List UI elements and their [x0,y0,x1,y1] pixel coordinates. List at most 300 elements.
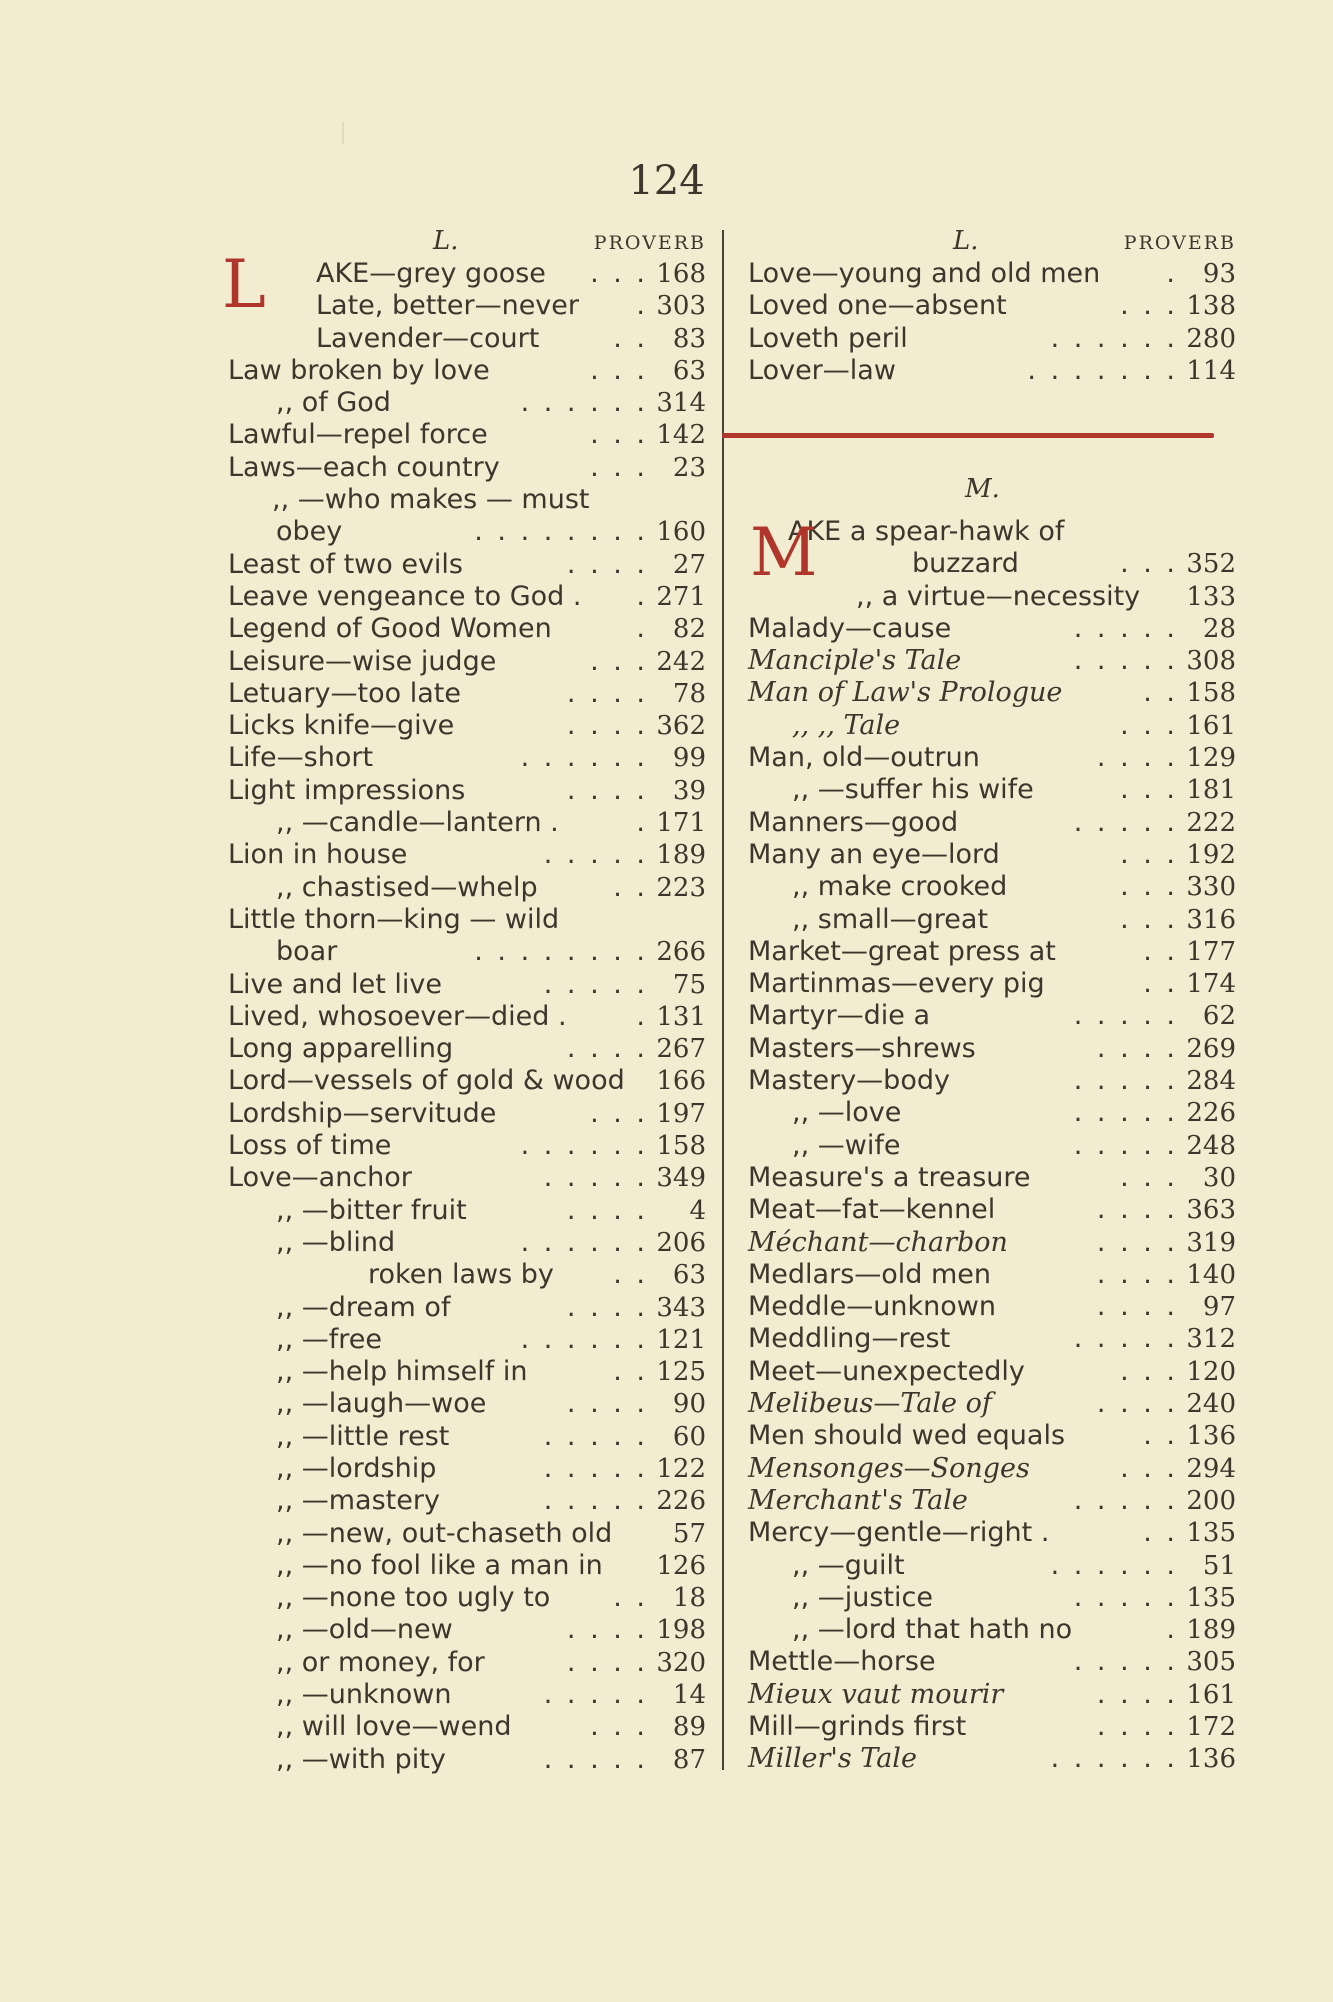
entry-text: Mensonges—Songes [748,1452,1030,1484]
entry-text: Loveth peril [748,322,908,354]
leader-dots: . . . . [566,548,648,580]
leader-dots: . . . . . . . . [474,516,648,548]
leader-dots: . . . . [1096,1032,1178,1064]
entry-text: Merchant's Tale [748,1484,968,1516]
entry-text: Law broken by love [228,354,490,386]
leader-dots: . . [1143,968,1178,1000]
right-entry-list-m [748,516,1236,1776]
index-entry [228,936,706,968]
index-entry [228,1582,706,1614]
entry-text: Legend of Good Women [228,613,552,645]
leader-dots: . . . . [566,1194,648,1226]
leader-dots: . . . [1120,290,1178,322]
leader-dots: . . . . [1096,1258,1178,1290]
leader-dots: . [636,613,648,645]
entry-text: obey [276,516,343,548]
index-entry [748,1194,1236,1226]
entry-text: Malady—cause [748,612,952,644]
page-ref: 133 [1186,581,1236,612]
page-ref: 198 [656,1615,706,1646]
page-ref: 200 [1186,1485,1236,1516]
entry-text: Masters—shrews [748,1032,976,1064]
left-proverb-heading: PROVERB [593,232,706,254]
index-entry [748,1227,1236,1259]
leader-dots: . [1166,1614,1178,1646]
index-entry [228,839,706,871]
leader-dots: . . . . [1096,1678,1178,1710]
entry-text: ,, —little rest [276,1420,450,1452]
index-entry [228,1065,706,1097]
entry-text: Meat—fat—kennel [748,1194,996,1226]
index-entry [228,904,706,936]
page-ref: 171 [656,808,706,839]
entry-text: Many an eye—lord [748,838,1000,870]
page-ref: 140 [1186,1259,1236,1290]
index-entry [748,258,1236,290]
leader-dots: . . [613,1259,648,1291]
entry-text: Lived, whosoever—died . [228,1000,567,1032]
entry-text: Late, better—never [316,290,579,322]
index-entry [748,677,1236,709]
index-entry [748,904,1236,936]
right-proverb-heading: PROVERB [1123,232,1236,254]
page-ref: 57 [672,1518,706,1549]
index-entry [748,839,1236,871]
page-ref: 99 [672,743,706,774]
entry-text: Laws—each country [228,451,500,483]
page-ref: 83 [672,323,706,354]
index-entry [228,1518,706,1550]
index-entry [748,355,1236,387]
index-entry [228,1711,706,1743]
leader-dots: . . . . . [1073,1065,1178,1097]
page-ref: 87 [672,1744,706,1775]
leader-dots: . . . . . . [520,1323,648,1355]
leader-dots: . . . . . [1073,612,1178,644]
leader-dots: . . . . [566,774,648,806]
entry-text: Live and let live [228,968,442,1000]
entry-text: ,, —no fool like a man in [276,1549,603,1581]
entry-text: Little thorn—king — wild [228,903,560,935]
index-entry [228,1162,706,1194]
entry-text: Mercy—gentle—right . [748,1517,1050,1549]
page-ref: 135 [1186,1518,1236,1549]
page-ref: 62 [1202,1001,1236,1032]
index-entry [228,1421,706,1453]
entry-text: ,, —guilt [792,1549,905,1581]
leader-dots: . . . . [566,710,648,742]
index-entry [748,1517,1236,1549]
leader-dots: . . [1143,677,1178,709]
index-entry [228,775,706,807]
index-entry [228,1227,706,1259]
right-section-letter: L. [953,226,979,256]
leader-dots: . . . [1120,903,1178,935]
index-entry [748,1162,1236,1194]
index-entry [228,387,706,419]
entry-text: ,, —wife [792,1129,901,1161]
index-entry [748,1033,1236,1065]
index-entry [228,1292,706,1324]
page-ref: 172 [1186,1711,1236,1742]
leader-dots: . . . . . [543,1452,648,1484]
index-entry [748,1388,1236,1420]
entry-text: ,, —justice [792,1581,933,1613]
page-ref: 166 [656,1066,706,1097]
leader-dots: . . . . [566,1388,648,1420]
leader-dots: . . . . [1096,1710,1178,1742]
index-entry [228,484,706,516]
leader-dots: . . . [590,258,648,289]
page-ref: 226 [1186,1098,1236,1129]
index-entry [228,452,706,484]
page-ref: 349 [656,1163,706,1194]
page-ref: 280 [1186,323,1236,354]
page-ref: 114 [1186,355,1236,386]
page-ref: 75 [672,969,706,1000]
index-entry [748,1420,1236,1452]
index-entry [228,1388,706,1420]
page-ref: 161 [1186,1679,1236,1710]
index-entry [228,1195,706,1227]
index-entry [748,710,1236,742]
leader-dots: . . [613,1356,648,1388]
page-ref: 206 [656,1227,706,1258]
index-entry [228,323,706,355]
index-entry [748,1550,1236,1582]
index-entry [748,1259,1236,1291]
leader-dots: . . . . . . [1050,1743,1178,1775]
index-entry [228,710,706,742]
entry-text: ,, —new, out-chaseth old [276,1517,613,1549]
entry-text: Man of Law's Prologue [748,677,1063,709]
page-ref: 136 [1186,1421,1236,1452]
entry-text: Meet—unexpectedly [748,1355,1025,1387]
leader-dots: . . [613,322,648,354]
entry-text: Melibeus—Tale of [748,1388,992,1420]
page-ref: 89 [672,1712,706,1743]
page-ref: 63 [672,1260,706,1291]
page-ref: 305 [1186,1647,1236,1678]
index-entry [748,807,1236,839]
leader-dots: . . [613,871,648,903]
index-entry [228,1744,706,1776]
entry-text: Lawful—repel force [228,419,488,451]
leader-dots: . . . . . . [520,387,648,419]
leader-dots: . . . . [1096,1388,1178,1420]
entry-text: Licks knife—give [228,710,455,742]
entry-text: ,, —who makes — must [272,484,590,516]
page-ref: 63 [672,355,706,386]
index-entry [748,1485,1236,1517]
leader-dots: . . . . . [543,1485,648,1517]
page-ref: 303 [656,291,706,322]
index-entry [748,1646,1236,1678]
right-column [748,226,1236,387]
leader-dots: . . . . . . . [1027,354,1178,386]
page-ref: 352 [1186,549,1236,580]
entry-text: Light impressions [228,774,466,806]
entry-text: AKE—grey goose [316,258,546,289]
entry-text: Miller's Tale [748,1743,917,1775]
page-ref: 312 [1186,1324,1236,1355]
page-ref: 120 [1186,1356,1236,1387]
leader-dots: . [636,807,648,839]
entry-text: ,, —lordship [276,1452,437,1484]
entry-text: ,, —lord that hath no [792,1614,1073,1646]
index-entry [228,516,706,548]
index-entry [748,742,1236,774]
index-entry [748,1000,1236,1032]
right-column-m [748,516,1236,1776]
page-number: 124 [628,158,705,204]
index-entry [748,548,1236,580]
entry-text: ,, —mastery [276,1485,440,1517]
leader-dots: . . . . . [543,839,648,871]
entry-text: Lavender—court [316,322,540,354]
leader-dots: . . . . . [543,1420,648,1452]
page-ref: 125 [656,1357,706,1388]
page-ref: 294 [1186,1453,1236,1484]
page-ref: 242 [656,646,706,677]
entry-text: ,, —love [792,1097,902,1129]
left-column [228,226,706,1776]
entry-text: Leave vengeance to God . [228,580,582,612]
leader-dots: . . . [1120,709,1178,741]
leader-dots: . . . . . [1073,645,1178,677]
leader-dots: . . . . . . [1050,1549,1178,1581]
entry-text: Long apparelling [228,1033,454,1065]
leader-dots: . . . . [1096,1291,1178,1323]
index-entry [748,1130,1236,1162]
entry-text: ,, ,, Tale [792,709,901,741]
page-ref: 240 [1186,1389,1236,1420]
entry-text: Mieux vaut mourir [748,1678,1004,1710]
index-entry [748,1743,1236,1775]
entry-text: Meddling—rest [748,1323,951,1355]
page-ref: 267 [656,1034,706,1065]
leader-dots: . . . [1120,548,1178,580]
index-entry [228,807,706,839]
leader-dots: . . . [1120,1355,1178,1387]
index-entry [228,613,706,645]
entry-text: Mastery—body [748,1065,950,1097]
left-section-letter: L. [433,226,459,256]
page-ref: 142 [656,420,706,451]
index-entry [748,1711,1236,1743]
leader-dots: . . . [1120,871,1178,903]
page-ref: 363 [1186,1195,1236,1226]
leader-dots: . . . . [566,677,648,709]
page-ref: 271 [656,581,706,612]
entry-text: ,, a virtue—necessity [856,580,1141,612]
dropcap-l: L [222,246,266,323]
entry-text: ,, —dream of [276,1291,451,1323]
leader-dots: . . . [1120,1452,1178,1484]
leader-dots: . . . . . [1073,1097,1178,1129]
leader-dots: . . [1143,935,1178,967]
index-entry [228,258,706,290]
entry-text: Martyr—die a [748,1000,930,1032]
leader-dots: . . . . . [1073,1323,1178,1355]
page-ref: 181 [1186,775,1236,806]
index-entry [228,1647,706,1679]
index-entry [228,1453,706,1485]
leader-dots: . . . . . . [520,742,648,774]
leader-dots: . . . . [1096,1226,1178,1258]
page-ref: 39 [672,775,706,806]
leader-dots: . . . . [1096,742,1178,774]
page-ref: 126 [656,1550,706,1581]
entry-text: ,, make crooked [792,871,1008,903]
left-entry-list [228,258,706,1776]
entry-text: buzzard [912,548,1019,580]
entry-text: roken laws by [368,1259,554,1291]
entry-text: Meddle—unknown [748,1291,996,1323]
leader-dots: . . [613,1582,648,1614]
index-entry [228,290,706,322]
left-column-header [228,226,706,258]
page-ref: 189 [656,840,706,871]
page-ref: 28 [1202,613,1236,644]
entry-text: Martinmas—every pig [748,968,1045,1000]
leader-dots: . . . . [566,1646,648,1678]
page-ref: 168 [656,259,706,289]
leader-dots: . . . . [566,1033,648,1065]
index-entry [748,516,1236,548]
page-ref: 319 [1186,1227,1236,1258]
leader-dots: . . . [590,451,648,483]
entry-text: ,, or money, for [276,1646,485,1678]
page-ref: 122 [656,1453,706,1484]
index-entry [748,1323,1236,1355]
index-entry [228,742,706,774]
page-ref: 226 [656,1486,706,1517]
leader-dots: . . . [590,419,648,451]
page-ref: 23 [672,452,706,483]
leader-dots: . . . [1120,1161,1178,1193]
entry-text: ,, —bitter fruit [276,1194,467,1226]
leader-dots: . . . [1120,838,1178,870]
entry-text: ,, small—great [792,903,989,935]
index-entry [748,290,1236,322]
entry-text: ,, of God [276,387,391,419]
entry-text: Least of two evils [228,548,463,580]
index-entry [748,1097,1236,1129]
entry-text: ,, —candle—lantern . [276,807,559,839]
index-entry [228,678,706,710]
page-ref: 177 [1186,936,1236,967]
index-entry [228,1614,706,1646]
page-ref: 4 [689,1195,706,1226]
index-entry [228,355,706,387]
page-ref: 308 [1186,646,1236,677]
leader-dots: . . . [590,1097,648,1129]
page-ref: 135 [1186,1582,1236,1613]
index-entry [228,1356,706,1388]
page-ref: 129 [1186,743,1236,774]
dropcap-m: M [750,514,818,591]
entry-text: ,, —laugh—woe [276,1388,487,1420]
index-entry [228,549,706,581]
entry-text: Letuary—too late [228,677,461,709]
index-entry [228,1033,706,1065]
leader-dots: . . . . . [543,1162,648,1194]
entry-text: Lordship—servitude [228,1097,497,1129]
leader-dots: . . . . . [1073,1581,1178,1613]
page-ref: 82 [672,614,706,645]
entry-text: Lover—law [748,354,896,386]
entry-text: ,, —none too ugly to [276,1582,551,1614]
entry-text: Love—anchor [228,1162,412,1194]
index-entry [748,1291,1236,1323]
entry-text: Men should wed equals [748,1420,1066,1452]
index-entry [748,613,1236,645]
entry-text: ,, —free [276,1323,382,1355]
page-ref: 248 [1186,1130,1236,1161]
index-entry [748,1679,1236,1711]
entry-text: AKE a spear-hawk of [788,516,1065,547]
page-ref: 158 [656,1131,706,1162]
page-ref: 51 [1202,1550,1236,1581]
page-ref: 90 [672,1389,706,1420]
entry-text: ,, —suffer his wife [792,774,1034,806]
index-entry [748,1065,1236,1097]
index-entry [748,1614,1236,1646]
index-entry [228,1550,706,1582]
entry-text: ,, —with pity [276,1743,446,1775]
entry-text: Méchant—charbon [748,1226,1008,1258]
entry-text: ,, —unknown [276,1679,452,1711]
leader-dots: . . . . . . [520,1226,648,1258]
entry-text: Measure's a treasure [748,1161,1031,1193]
entry-text: Love—young and old men [748,258,1101,289]
page-ref: 136 [1186,1744,1236,1775]
leader-dots: . . . [590,1711,648,1743]
index-entry [748,1453,1236,1485]
entry-text: Man, old—outrun [748,742,980,774]
page-ref: 158 [1186,678,1236,709]
page-ref: 131 [656,1001,706,1032]
entry-text: Market—great press at [748,935,1056,967]
page-ref: 30 [1202,1162,1236,1193]
page-ref: 284 [1186,1066,1236,1097]
page-ref: 320 [656,1647,706,1678]
index-entry [748,871,1236,903]
leader-dots: . . [1143,1420,1178,1452]
page-ref: 192 [1186,839,1236,870]
page-ref: 97 [1202,1292,1236,1323]
right-entry-list-l [748,258,1236,387]
page-ref: 269 [1186,1033,1236,1064]
entry-text: Manners—good [748,806,959,838]
entry-text: Lion in house [228,839,408,871]
entry-text: ,, —help himself in [276,1356,528,1388]
index-entry [228,646,706,678]
page-ref: 362 [656,711,706,742]
section-letter-m: M. [965,474,1000,504]
entry-text: ,, —blind [276,1226,396,1258]
page-ref: 174 [1186,969,1236,1000]
index-entry [228,1001,706,1033]
index-entry [228,1259,706,1291]
entry-text: Medlars—old men [748,1258,992,1290]
index-entry [228,581,706,613]
page-ref: 14 [672,1680,706,1711]
index-entry [228,1679,706,1711]
page-ref: 343 [656,1292,706,1323]
leader-dots: . . . . [1096,1194,1178,1226]
